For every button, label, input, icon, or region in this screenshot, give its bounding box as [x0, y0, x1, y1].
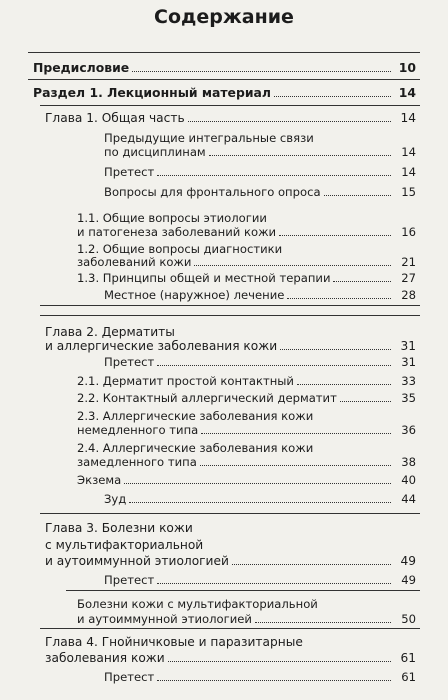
- page-title: Содержание: [154, 6, 294, 28]
- toc-page-number: 61: [401, 670, 416, 684]
- toc-entry-text: Вопросы для фронтального опроса: [104, 185, 321, 199]
- section-divider: [28, 79, 420, 80]
- toc-entry-text: Претест: [104, 573, 155, 587]
- section-divider: [40, 315, 420, 316]
- toc-entry-text: 1.2. Общие вопросы диагностики: [77, 242, 283, 256]
- toc-entry-text: и аутоиммунной этиологией: [45, 554, 229, 568]
- toc-entry-text: заболевания кожи: [45, 651, 165, 665]
- toc-entry-text: Претест: [104, 165, 155, 179]
- toc-entry-text: по дисциплинам: [104, 145, 206, 159]
- toc-page-number: 16: [401, 225, 416, 239]
- toc-entry-text: Претест: [104, 355, 155, 369]
- toc-entry-text: Местное (наружное) лечение: [104, 288, 285, 302]
- dot-leader: [324, 195, 391, 196]
- toc-page-number: 49: [401, 573, 416, 587]
- toc-entry-text: Глава 1. Общая часть: [45, 111, 185, 125]
- toc-entry-text: немедленного типа: [77, 423, 199, 437]
- toc-page-number: 44: [401, 492, 416, 506]
- section-divider: [40, 305, 420, 306]
- dot-leader: [157, 365, 391, 366]
- toc-entry-text: 2.1. Дерматит простой контактный: [77, 374, 294, 388]
- toc-page-number: 40: [401, 473, 416, 487]
- toc-page-number: 31: [401, 355, 416, 369]
- toc-entry-text: Глава 4. Гнойничковые и паразитарные: [45, 635, 303, 649]
- toc-page-number: 14: [398, 85, 416, 100]
- section-divider: [40, 513, 420, 514]
- toc-entry-text: 2.4. Аллергические заболевания кожи: [77, 441, 314, 455]
- toc-entry-text: Глава 3. Болезни кожи: [45, 521, 193, 535]
- toc-entry-text: и патогенеза заболеваний кожи: [77, 225, 277, 239]
- dot-leader: [274, 96, 391, 97]
- section-divider: [40, 105, 420, 106]
- section-divider: [66, 590, 420, 591]
- toc-page-number: 14: [401, 145, 416, 159]
- section-divider: [40, 628, 420, 629]
- toc-page-number: 10: [398, 60, 416, 75]
- toc-entry-text: 1.1. Общие вопросы этиологии: [77, 211, 267, 225]
- toc-entry-text: 2.2. Контактный аллергический дерматит: [77, 391, 337, 405]
- dot-leader: [340, 401, 391, 402]
- dot-leader: [168, 661, 391, 662]
- dot-leader: [194, 265, 391, 266]
- toc-entry-text: Раздел 1. Лекционный материал: [33, 85, 271, 100]
- toc-page-number: 14: [400, 111, 416, 125]
- toc-page-number: 27: [401, 271, 416, 285]
- toc-page-number: 33: [401, 374, 416, 388]
- dot-leader: [232, 564, 391, 565]
- toc-page-number: 49: [400, 554, 416, 568]
- toc-entry-text: Предыдущие интегральные связи: [104, 131, 314, 145]
- toc-page-number: 31: [400, 339, 416, 353]
- section-divider: [28, 52, 420, 53]
- toc-page-number: 61: [400, 651, 416, 665]
- toc-entry-text: заболеваний кожи: [77, 255, 192, 269]
- toc-entry-text: Предисловие: [33, 60, 130, 75]
- toc-page-number: 21: [401, 255, 416, 269]
- toc-page-number: 14: [401, 165, 416, 179]
- dot-leader: [201, 433, 391, 434]
- dot-leader: [287, 298, 391, 299]
- dot-leader: [333, 281, 391, 282]
- dot-leader: [255, 622, 391, 623]
- toc-page-number: 35: [401, 391, 416, 405]
- dot-leader: [209, 155, 391, 156]
- toc-entry-text: 2.3. Аллергические заболевания кожи: [77, 409, 314, 423]
- toc-entry-text: и аутоиммунной этиологией: [77, 612, 252, 626]
- dot-leader: [188, 121, 391, 122]
- toc-page-number: 36: [401, 423, 416, 437]
- toc-entry-text: Глава 2. Дерматиты: [45, 325, 175, 339]
- toc-page-number: 28: [401, 288, 416, 302]
- toc-entry-text: 1.3. Принципы общей и местной терапии: [77, 271, 331, 285]
- toc-page-number: 15: [401, 185, 416, 199]
- dot-leader: [124, 483, 391, 484]
- dot-leader: [200, 465, 391, 466]
- toc-entry-text: Зуд: [104, 492, 127, 506]
- toc-entry-text: Болезни кожи с мультифакториальной: [77, 597, 318, 611]
- dot-leader: [157, 680, 391, 681]
- dot-leader: [297, 384, 391, 385]
- dot-leader: [157, 583, 391, 584]
- dot-leader: [157, 175, 391, 176]
- toc-entry-text: Претест: [104, 670, 155, 684]
- dot-leader: [129, 502, 391, 503]
- dot-leader: [280, 349, 391, 350]
- toc-entry-text: Экзема: [77, 473, 122, 487]
- toc-entry-text: с мультифакториальной: [45, 538, 204, 552]
- toc-page-number: 38: [401, 455, 416, 469]
- toc-entry-text: замедленного типа: [77, 455, 197, 469]
- toc-page-number: 50: [401, 612, 416, 626]
- toc-entry-text: и аллергические заболевания кожи: [45, 339, 278, 353]
- dot-leader: [132, 71, 391, 72]
- dot-leader: [279, 235, 391, 236]
